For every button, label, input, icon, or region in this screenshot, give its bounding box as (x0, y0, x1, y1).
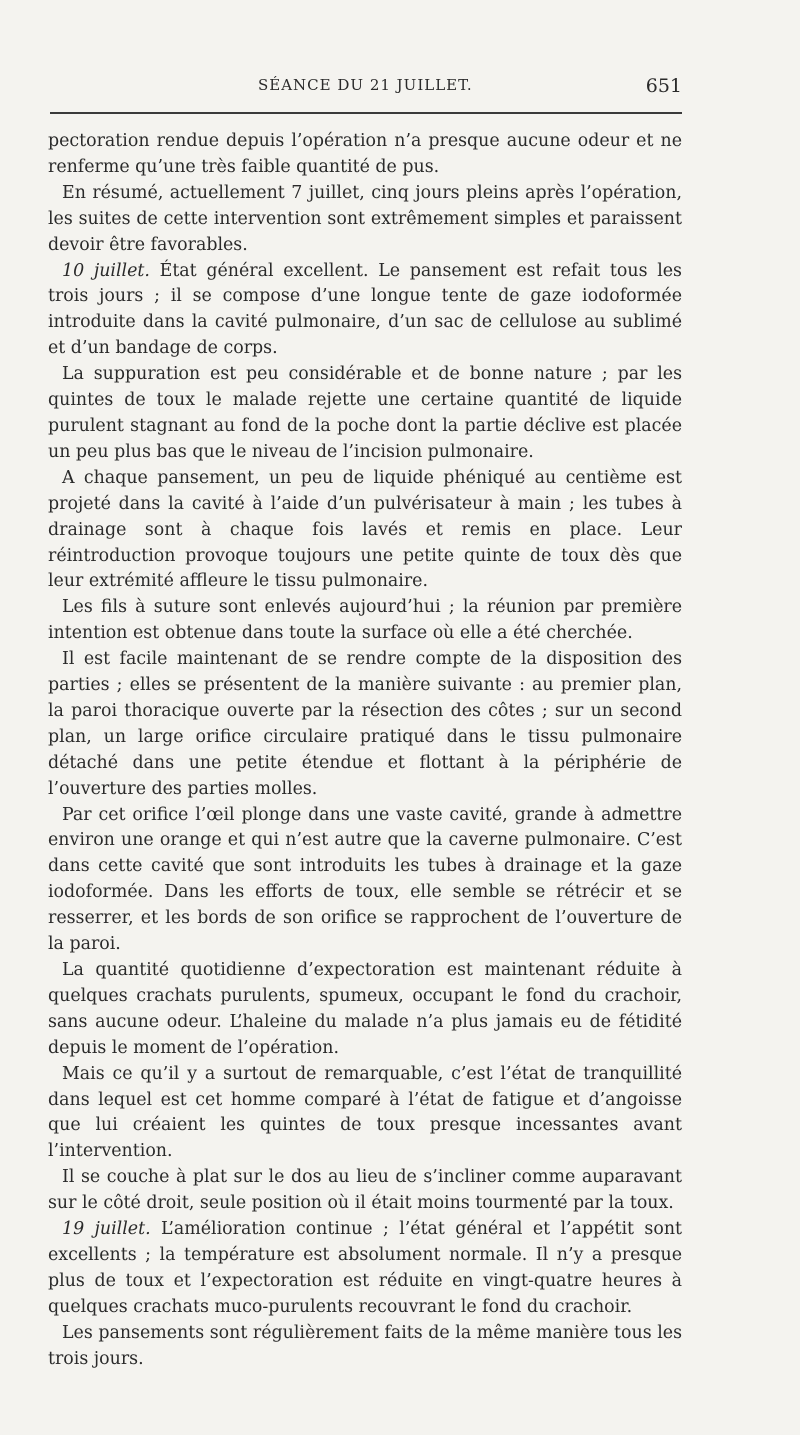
page-number: 651 (645, 75, 682, 97)
running-header (48, 76, 682, 100)
paragraph-12-date: 19 juillet. (62, 1219, 151, 1240)
paragraph-7-text: Il est facile maintenant de se rendre compte de la disposition des parties ; elles se présentent de la manière suivante : au premier plan, la paroi thoracique ouverte par la résection des côtes ; sur un second plan, un large orifice circulaire pratiqué dans le tissu pulmonaire détaché dans une petite étendue et flottant à la périphérie de l’ouverture des parties molles. (48, 649, 682, 799)
paragraph-6-text: Les fils à suture sont enlevés aujourd’hui ; la réunion par première intention est obtenue dans toute la surface où elle a été cherchée. (48, 597, 682, 644)
paragraph-8-text: Par cet orifice l’œil plonge dans une vaste cavité, grande à admettre environ une orange et qui n’est autre que la caverne pulmonaire. C’est dans cette cavité que sont introduits les tubes à drainage et la gaze iodoformée. Dans les efforts de toux, elle semble se rétrécir et se resserrer, et les bords de son orifice se rapprochent de l’ouverture de la paroi. (48, 804, 682, 955)
paragraph-12-text: L’amélioration continue ; l’état général et l’appétit sont excellents ; la température est absolument normale. Il n’y a presque plus de toux et l’expectoration est réduite en vingt-quatre heures à quelques crachats muco-purulents recouvrant le fond du crachoir. (48, 1219, 683, 1317)
paragraph-2-text: En résumé, actuellement 7 juillet, cinq jours pleins après l’opération, les suites de cette intervention sont extrêmement simples et paraissent devoir être favorables. (48, 182, 682, 255)
paragraph-8 (48, 803, 682, 958)
paragraph-1 (48, 129, 682, 181)
paragraph-10 (48, 1062, 682, 1166)
paragraph-11-text: Il se couche à plat sur le dos au lieu de s’incliner comme auparavant sur le côté droit, seule position où il était moins tourmenté par la toux. (48, 1167, 682, 1214)
paragraph-1-text: pectoration rendue depuis l’opération n’a presque aucune odeur et ne renferme qu’une très faible quantité de pus. (48, 131, 682, 177)
paragraph-12 (48, 1217, 682, 1321)
paragraph-13 (48, 1321, 682, 1373)
paragraph-9 (48, 958, 682, 1062)
body-text (48, 129, 682, 1373)
paragraph-11 (48, 1165, 682, 1217)
paragraph-6 (48, 595, 682, 647)
paragraph-5 (48, 466, 682, 596)
paragraph-3-text: État général excellent. Le pansement est refait tous les trois jours ; il se compose d’une longue tente de gaze iodoformée introduite dans la cavité pulmonaire, d’un sac de cellulose au sublimé et d’un bandage de corps. (48, 260, 682, 359)
paragraph-3 (48, 259, 682, 363)
header-title: SÉANCE DU 21 JUILLET. (258, 76, 473, 94)
header-rule (50, 112, 682, 114)
paragraph-9-text: La quantité quotidienne d’expectoration est maintenant réduite à quelques crachats purulents, spumeux, occupant le fond du crachoir, sans aucune odeur. L’haleine du malade n’a plus jamais eu de fétidité depuis le moment de l’opération. (48, 960, 682, 1058)
paragraph-13-text: Les pansements sont régulièrement faits de la même manière tous les trois jours. (48, 1322, 682, 1369)
paragraph-5-text: A chaque pansement, un peu de liquide phéniqué au centième est projeté dans la cavité à l’aide d’un pulvérisateur à main ; les tubes à drainage sont à chaque fois lavés et remis en place. Leur réintroduction provoque toujours une petite quinte de toux dès que leur extrémité affleure le tissu pulmonaire. (48, 467, 682, 592)
paragraph-4-text: La suppuration est peu considérable et de bonne nature ; par les quintes de toux le malade rejette une certaine quantité de liquide purulent stagnant au fond de la poche dont la partie déclive est placée un peu plus bas que le niveau de l’incision pulmonaire. (48, 364, 682, 462)
paragraph-2 (48, 181, 682, 259)
paragraph-3-date: 10 juillet. (62, 260, 150, 281)
paragraph-10-text: Mais ce qu’il y a surtout de remarquable, c’est l’état de tranquillité dans lequel est cet homme comparé à l’état de fatigue et d’angoisse que lui créaient les quintes de toux presque incessantes avant l’intervention. (48, 1063, 682, 1162)
paragraph-7 (48, 647, 682, 802)
paragraph-4 (48, 362, 682, 466)
